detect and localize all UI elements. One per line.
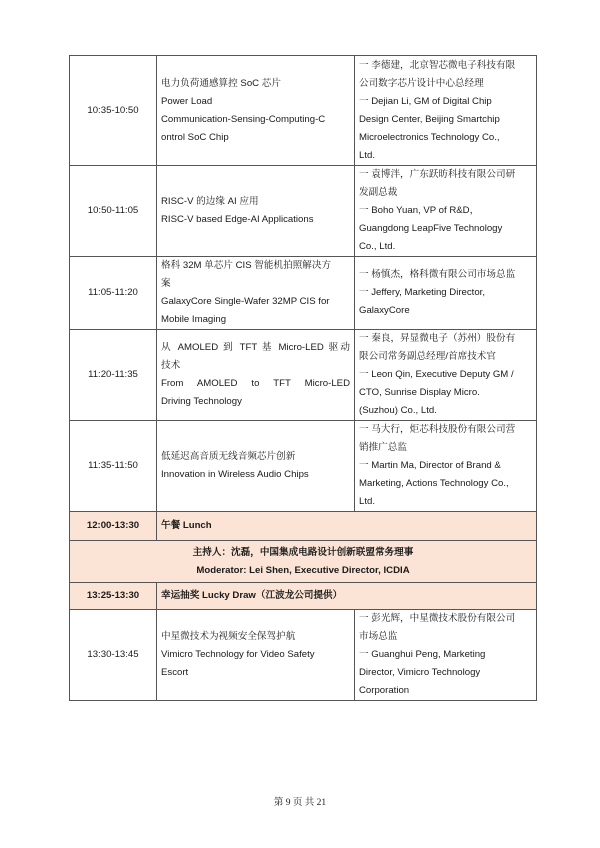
moderator-zh: 主持人：沈磊，中国集成电路设计创新联盟常务理事 xyxy=(192,546,414,558)
table-row xyxy=(70,166,537,257)
lunch-label: 午餐 Lunch xyxy=(157,512,537,541)
lucky-draw-label: 幸运抽奖 Lucky Draw（江波龙公司提供） xyxy=(157,583,537,610)
talk-title-line: 低延迟高音质无线音频芯片创新 xyxy=(161,451,296,462)
talk-title xyxy=(157,610,355,701)
speaker-line: 公司数字芯片设计中心总经理 xyxy=(359,77,484,89)
talk-title-line: 案 xyxy=(161,278,171,289)
talk-title-line: Driving Technology xyxy=(161,396,242,407)
speaker-line: 发副总裁 xyxy=(359,187,398,198)
table-row xyxy=(70,56,537,166)
talk-title-line: Escort xyxy=(161,667,189,678)
talk-title-line: Vimicro Technology for Video Safety xyxy=(161,649,315,660)
speaker-line: 一 Martin Ma, Director of Brand & xyxy=(359,460,501,471)
speaker-line: Corporation xyxy=(359,685,410,696)
speaker-line: 限公司常务副总经理/首席技术官 xyxy=(359,351,496,362)
speaker-line: 销推广总监 xyxy=(359,442,407,453)
speaker-line: (Suzhou) Co., Ltd. xyxy=(359,405,437,416)
talk-title xyxy=(157,421,355,512)
talk-title xyxy=(157,257,355,330)
speaker-line: Ltd. xyxy=(359,149,376,161)
speaker-line: Microelectronics Technology Co., xyxy=(359,131,500,143)
speaker-line: 市场总监 xyxy=(359,631,398,642)
talk-title-line: RISC-V 的边缘 AI 应用 xyxy=(161,196,259,207)
table-row xyxy=(70,421,537,512)
speaker-line: Ltd. xyxy=(359,496,376,507)
speaker-info xyxy=(355,56,537,166)
speaker-line: 一 杨慎杰，格科微有限公司市场总监 xyxy=(359,269,516,280)
speaker-line: 一 Jeffery, Marketing Director, xyxy=(359,287,486,298)
talk-title-line: 从 AMOLED 到 TFT 基 Micro-LED 驱动 xyxy=(161,342,350,353)
talk-title-line: 技术 xyxy=(161,360,181,371)
page-footer: 第 9 页 共 21 xyxy=(273,798,327,808)
talk-title xyxy=(157,56,355,166)
table-row xyxy=(70,610,537,701)
moderator-cell xyxy=(70,541,537,583)
speaker-line: CTO, Sunrise Display Micro. xyxy=(359,387,480,398)
talk-title-line: ontrol SoC Chip xyxy=(161,131,229,143)
talk-title-line: 格科 32M 单芯片 CIS 智能机拍照解决方 xyxy=(161,260,332,271)
speaker-info xyxy=(355,330,537,421)
session-time: 10:35-10:50 xyxy=(70,56,157,166)
agenda-table xyxy=(69,55,537,701)
talk-title-line: Innovation in Wireless Audio Chips xyxy=(161,469,309,480)
session-time: 13:30-13:45 xyxy=(70,610,157,701)
speaker-info xyxy=(355,257,537,330)
lunch-time: 12:00-13:30 xyxy=(70,512,157,541)
speaker-line: 一 Boho Yuan, VP of R&D， xyxy=(359,205,480,216)
speaker-info xyxy=(355,166,537,257)
table-row xyxy=(70,330,537,421)
speaker-line: 一 Leon Qin, Executive Deputy GM / xyxy=(359,369,514,380)
session-time: 11:35-11:50 xyxy=(70,421,157,512)
talk-title-line: Communication-Sensing-Computing-C xyxy=(161,113,326,125)
speaker-line: 一 Dejian Li, GM of Digital Chip xyxy=(359,95,492,107)
speaker-line: GalaxyCore xyxy=(359,305,410,316)
talk-title-line: 电力负荷通感算控 SoC 芯片 xyxy=(161,77,281,89)
talk-title-line: Mobile Imaging xyxy=(161,314,227,325)
talk-title xyxy=(157,166,355,257)
talk-title-line: GalaxyCore Single-Wafer 32MP CIS for xyxy=(161,296,330,307)
speaker-line: 一 马大行，炬芯科技股份有限公司营 xyxy=(359,424,516,435)
speaker-line: 一 Guanghui Peng, Marketing xyxy=(359,649,486,660)
table-row xyxy=(70,257,537,330)
speaker-line: Co., Ltd. xyxy=(359,241,396,252)
talk-title xyxy=(157,330,355,421)
speaker-line: Guangdong LeapFive Technology xyxy=(359,223,503,234)
speaker-line: 一 袁博泮，广东跃昉科技有限公司研 xyxy=(359,169,516,180)
moderator-en: Moderator: Lei Shen, Executive Director, ICDIA xyxy=(196,564,410,576)
talk-title-line: Power Load xyxy=(161,95,213,107)
speaker-info xyxy=(355,421,537,512)
speaker-line: 一 秦良，昇显微电子（苏州）股份有 xyxy=(359,333,516,344)
speaker-line: Marketing, Actions Technology Co., xyxy=(359,478,509,489)
speaker-line: Director, Vimicro Technology xyxy=(359,667,481,678)
talk-title-line: From AMOLED to TFT Micro-LED xyxy=(161,378,350,389)
speaker-info xyxy=(355,610,537,701)
talk-title-line: RISC-V based Edge-AI Applications xyxy=(161,214,314,225)
lucky-draw-time: 13:25-13:30 xyxy=(70,583,157,610)
session-time: 11:05-11:20 xyxy=(70,257,157,330)
moderator-row xyxy=(70,541,537,583)
talk-title-line: 中星微技术为视频安全保驾护航 xyxy=(161,631,296,642)
session-time: 10:50-11:05 xyxy=(70,166,157,257)
lucky-draw-row xyxy=(70,583,537,610)
speaker-line: 一 李德建，北京智芯微电子科技有限 xyxy=(359,59,516,71)
session-time: 11:20-11:35 xyxy=(70,330,157,421)
speaker-line: Design Center, Beijing Smartchip xyxy=(359,113,500,125)
lunch-row xyxy=(70,512,537,541)
speaker-line: 一 彭光辉，中星微技术股份有限公司 xyxy=(359,613,516,624)
